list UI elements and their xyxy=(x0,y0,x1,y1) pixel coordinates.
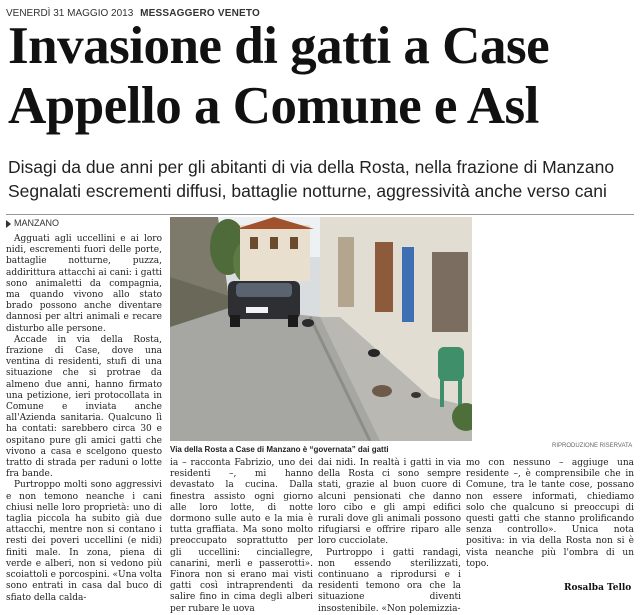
article-paragraph: Purtroppo i gatti randagi, non essendo sterilizzati, continuano a riprodursi e i residenti temono ora che la situazione diventi insostenibile. «Non polemizzia- xyxy=(318,547,461,614)
headline-line-1: Invasione di gatti a Case xyxy=(8,17,550,75)
article-paragraph: mo con nessuno – aggiuge una residente –, è comprensibile che in Comune, tra le tante cose, possano non essere informati, chiediamo solo che qualcuno si preoccupi di questi gatti che stanno prolificando senza controllo». Unica nota positiva: in via della Rosta non si è vista neanche più l'ombra di un topo. xyxy=(466,458,634,569)
author-byline: Rosalba Tello xyxy=(564,583,632,593)
headline-line-2: Appello a Comune e Asl xyxy=(8,77,539,135)
section-divider xyxy=(6,214,634,215)
article-paragraph: ia – racconta Fabrizio, uno dei residenti –, mi hanno devastato la cucina. Dalla finestra assisto ogni giorno alle loro lotte, di notte dormono sulle auto e la mia è tutta graffiata. Ma sono molto preoccupato soprattutto per gli uccellini: cinciallegre, canarini, merli e passerotti». Finora non si erano mai visti gatti così intraprendenti da salire fino in cima degli alberi per rubare le uova xyxy=(170,458,313,614)
triangle-marker-icon xyxy=(6,220,11,228)
photo-credit: RIPRODUZIONE RISERVATA xyxy=(552,443,633,449)
street-photo xyxy=(170,217,472,441)
article-paragraph: Purtroppo molti sono aggressivi e non temono neanche i cani chiusi nelle loro proprietà: uno di taglia piccola ha subito già due attacchi, mentre non si contano i resti dei poveri uccellini (e nidi) finiti male. In zona, piena di verde e alberi, non si vedono più scoiattoli e porcospini. «Una volta sono entrati in casa dal buco di sfiato della calda- xyxy=(6,480,162,603)
section-tag-label: MANZANO xyxy=(14,218,59,228)
article-paragraph: Agguati agli uccellini e ai loro nidi, escrementi fuori delle porte, battaglie notturne, puzza, addirittura attacchi ai cani: i gatti sono animaletti da compagnia, ma quando vivono allo stato brado possono anche diventare dannosi per altri animali e recare disturbo alle persone. xyxy=(6,234,162,334)
street-photo-illustration xyxy=(170,217,472,441)
publication-name: MESSAGGERO VENETO xyxy=(140,8,260,19)
section-tag xyxy=(6,218,59,228)
subheadline-line-1: Disagi da due anni per gli abitanti di via della Rosta, nella frazione di Manzano xyxy=(8,157,615,177)
article-paragraph: dai nidi. In realtà i gatti in via della Rosta ci sono sempre stati, grazie al buon cuore di alcuni pensionati che danno loro cibo e gli ampi edifici rurali dove gli animali possono rifugiarsi e offrire riparo alle loro cucciolate. xyxy=(318,458,461,547)
article-column-2 xyxy=(170,458,313,615)
issue-date: VENERDÌ 31 MAGGIO 2013 xyxy=(6,8,134,19)
article-column-4 xyxy=(466,458,634,570)
article-column-1 xyxy=(6,234,162,604)
article-paragraph: Accade in via della Rosta, frazione di Case, dove una ventina di residenti, stufi di una situazione che si protrae da almeno due anni, hanno firmato una petizione, ieri protocollata in Comune e inviata anche all'Azienda sanitaria. Qualcuno lì ha contati: sarebbero circa 30 e ospitano pure gli amici gatti che vivono a casa e scelgono questo tratto di strada per raduni o lotte fra bande. xyxy=(6,334,162,480)
photo-caption: Via della Rosta a Case di Manzano è “governata” dai gatti xyxy=(170,445,389,454)
subheadline-line-2: Segnalati escrementi diffusi, battaglie notturne, aggressività anche verso cani xyxy=(8,181,607,201)
article-column-3 xyxy=(318,458,461,615)
